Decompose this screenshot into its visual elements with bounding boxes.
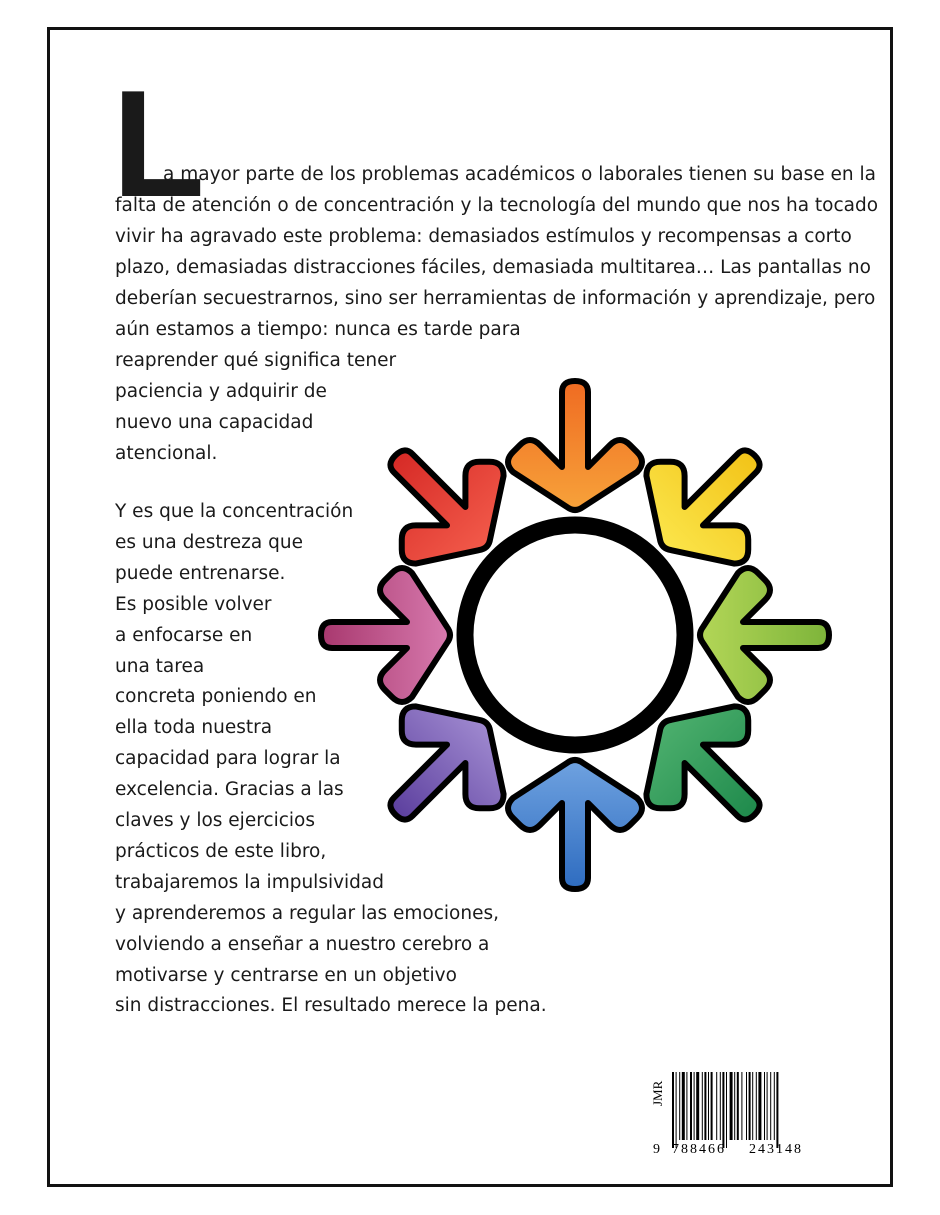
barcode-bar (672, 1072, 674, 1148)
text-line: prácticos de este libro, (115, 840, 327, 862)
text-line: trabajaremos la impulsividad (115, 871, 385, 893)
focus-circle (465, 525, 685, 745)
text-line: excelencia. Gracias a las (115, 779, 344, 801)
isbn-group-1: 788466 (672, 1142, 726, 1157)
text-line: deberían secuestrarnos, sino ser herramientas de información y aprendizaje, pero (115, 288, 876, 309)
arrow-up-right-icon (348, 676, 534, 862)
text-line: capacidad para lograr la (115, 748, 341, 770)
text-line: reaprender qué significa tener (115, 350, 397, 371)
barcode-bar (676, 1072, 677, 1148)
text-line: nuevo una capacidad (115, 412, 314, 433)
text-line: Es posible volver (115, 593, 272, 615)
barcode-bar (776, 1072, 778, 1148)
barcode-bar (756, 1072, 757, 1140)
barcode-bar (752, 1072, 753, 1140)
barcode-bar (764, 1072, 765, 1140)
text-line: es una destreza que (115, 531, 303, 553)
text-line: plazo, demasiadas distracciones fáciles, demasiada multitarea… Las pantallas no (115, 257, 871, 278)
text-line: a enfocarse en (115, 624, 253, 646)
barcode-bar (682, 1072, 685, 1140)
barcode-bar (722, 1072, 724, 1148)
barcode-bar (704, 1072, 706, 1140)
barcode-bar (690, 1072, 692, 1140)
barcode-bar (734, 1072, 735, 1140)
publisher-mark: JMR (650, 1080, 665, 1106)
text-line: puede entrenarse. (115, 562, 286, 584)
text-line: a mayor parte de los problemas académicos o laborales tienen su base en la (163, 164, 876, 185)
barcode-bar (694, 1072, 695, 1140)
barcode-bar (741, 1072, 742, 1140)
text-line: volviendo a enseñar a nuestro cerebro a (115, 933, 490, 955)
arrow-right-icon (321, 568, 450, 702)
isbn-barcode (650, 1070, 830, 1160)
text-line: y aprenderemos a regular las emociones, (115, 902, 499, 924)
text-line: paciencia y adquirir de (115, 381, 327, 402)
barcode-bar (708, 1072, 709, 1140)
barcode-bar (730, 1072, 733, 1140)
focus-graphic (290, 350, 860, 920)
text-line: motivarse y centrarse en un objetivo (115, 964, 457, 986)
text-line: vivir ha agravado este problema: demasiados estímulos y recompensas a corto (115, 226, 852, 247)
text-line: claves y los ejercicios (115, 810, 315, 831)
drop-cap: L (112, 59, 203, 229)
barcode-bar (758, 1072, 761, 1140)
barcode-bar (737, 1072, 739, 1140)
text-line: sin distracciones. El resultado merece la pena. (115, 995, 547, 1017)
barcode-bar (686, 1072, 687, 1140)
barcode-bar (679, 1072, 680, 1140)
barcode-bar (711, 1072, 713, 1140)
text-line: Y es que la concentración (115, 501, 354, 522)
isbn-first-digit: 9 (653, 1142, 660, 1157)
barcode-bars (672, 1072, 778, 1148)
isbn-group-2: 243148 (749, 1142, 803, 1157)
arrow-left-icon (700, 568, 829, 702)
text-line: ella toda nuestra (115, 717, 273, 739)
text-line: aún estamos a tiempo: nunca es tarde para (115, 319, 521, 340)
arrow-down-right-icon (348, 408, 534, 594)
barcode-bar (774, 1072, 775, 1140)
barcode-bar (716, 1072, 717, 1140)
barcode-bar (767, 1072, 768, 1140)
text-line: atencional. (115, 443, 218, 464)
barcode-bar (749, 1072, 751, 1140)
arrow-down-left-icon (616, 408, 802, 594)
barcode-bar (702, 1072, 703, 1140)
arrow-down-icon (508, 381, 642, 510)
barcode-bar (770, 1072, 771, 1140)
barcode-bar (726, 1072, 727, 1148)
barcode-bar (720, 1072, 721, 1140)
text-line: concreta poniendo en (115, 686, 317, 708)
barcode-bar (746, 1072, 747, 1140)
text-line: falta de atención o de concentración y la tecnología del mundo que nos ha tocado (115, 195, 879, 216)
arrow-up-left-icon (616, 676, 802, 862)
text-line: una tarea (115, 655, 205, 677)
arrow-up-icon (508, 760, 642, 889)
barcode-bar (696, 1072, 699, 1140)
